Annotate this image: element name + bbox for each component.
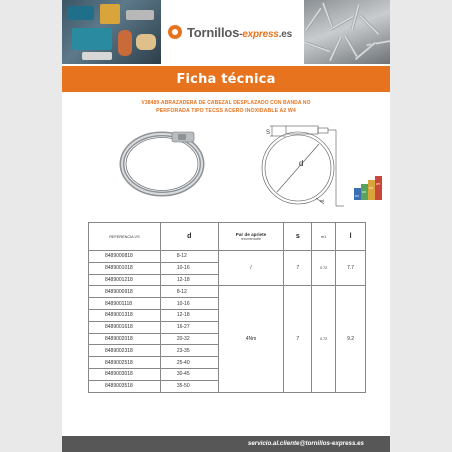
header-torque: Par de apriete recomendable <box>218 223 284 251</box>
torque-group2: 4Nm <box>218 286 284 392</box>
table-row: 8489001218 12-18 <box>89 274 366 286</box>
m-group1: 0.72 <box>312 251 336 286</box>
contact-email-link[interactable]: servicio.al.cliente@tornillos-express.es <box>247 440 364 447</box>
page-title: Ficha técnica <box>176 71 276 87</box>
chart-label-w5: W5 <box>376 183 380 186</box>
s-group2: 7 <box>284 286 312 392</box>
datasheet-page <box>62 0 390 452</box>
tools-photo <box>62 0 161 64</box>
footer-bar <box>62 436 390 452</box>
header-d: d <box>160 223 218 251</box>
header-l: l <box>336 223 366 251</box>
product-title-line1: V38489-ABRAZADERA DE CABEZAL DESPLAZADO CON BANDA NO <box>141 100 311 106</box>
header-s: s <box>284 223 312 251</box>
logo-icon <box>168 25 182 39</box>
table-row: 8489001318 12-18 <box>89 309 366 321</box>
table-row: 8489002318 23-35 <box>89 345 366 357</box>
torque-group1: / <box>218 251 284 286</box>
chart-label-w4: W4 <box>369 187 373 190</box>
s-group1: 7 <box>284 251 312 286</box>
table-row: 8489001018 10-16 <box>89 262 366 274</box>
table-row: 8489001118 10-16 <box>89 298 366 310</box>
dim-label-d: d <box>299 159 304 168</box>
table-header-row <box>89 223 366 251</box>
table-row: 8489002518 25-40 <box>89 357 366 369</box>
brand-logo[interactable]: Tornillos-express.es <box>168 20 292 44</box>
table-row: 8489003518 35-50 <box>89 380 366 392</box>
header-m: m1 <box>312 223 336 251</box>
title-banner <box>62 66 390 92</box>
product-title-line2: PERFORADA TIPO TECSS ACERO INOXIDABLE A2 W4 <box>156 108 296 114</box>
l-group2: 9.2 <box>336 286 366 392</box>
header <box>62 0 390 64</box>
dim-label-ml: ml <box>320 198 325 203</box>
material-class-chart <box>354 176 382 200</box>
m-group2: 0.72 <box>312 286 336 392</box>
chart-label-w2: W2 <box>362 191 366 194</box>
chart-label-w1: W1 <box>355 195 359 198</box>
dim-label-s: S <box>266 130 271 136</box>
product-drawing <box>62 116 390 216</box>
clamp-image <box>122 132 202 194</box>
l-group1: 7.7 <box>336 251 366 286</box>
table-row: 8489000818 8-12 / 7 0.72 7.7 <box>89 251 366 263</box>
table-row: 8489001618 16-27 <box>89 321 366 333</box>
table-row: 8489000918 8-12 4Nm 7 0.72 9.2 <box>89 286 366 298</box>
header-ref: REFERENCIA VS <box>89 223 161 251</box>
table-row: 8489002018 20-32 <box>89 333 366 345</box>
table-row: 8489003018 30-45 <box>89 368 366 380</box>
screws-photo <box>304 0 390 64</box>
specs-table <box>88 222 366 393</box>
